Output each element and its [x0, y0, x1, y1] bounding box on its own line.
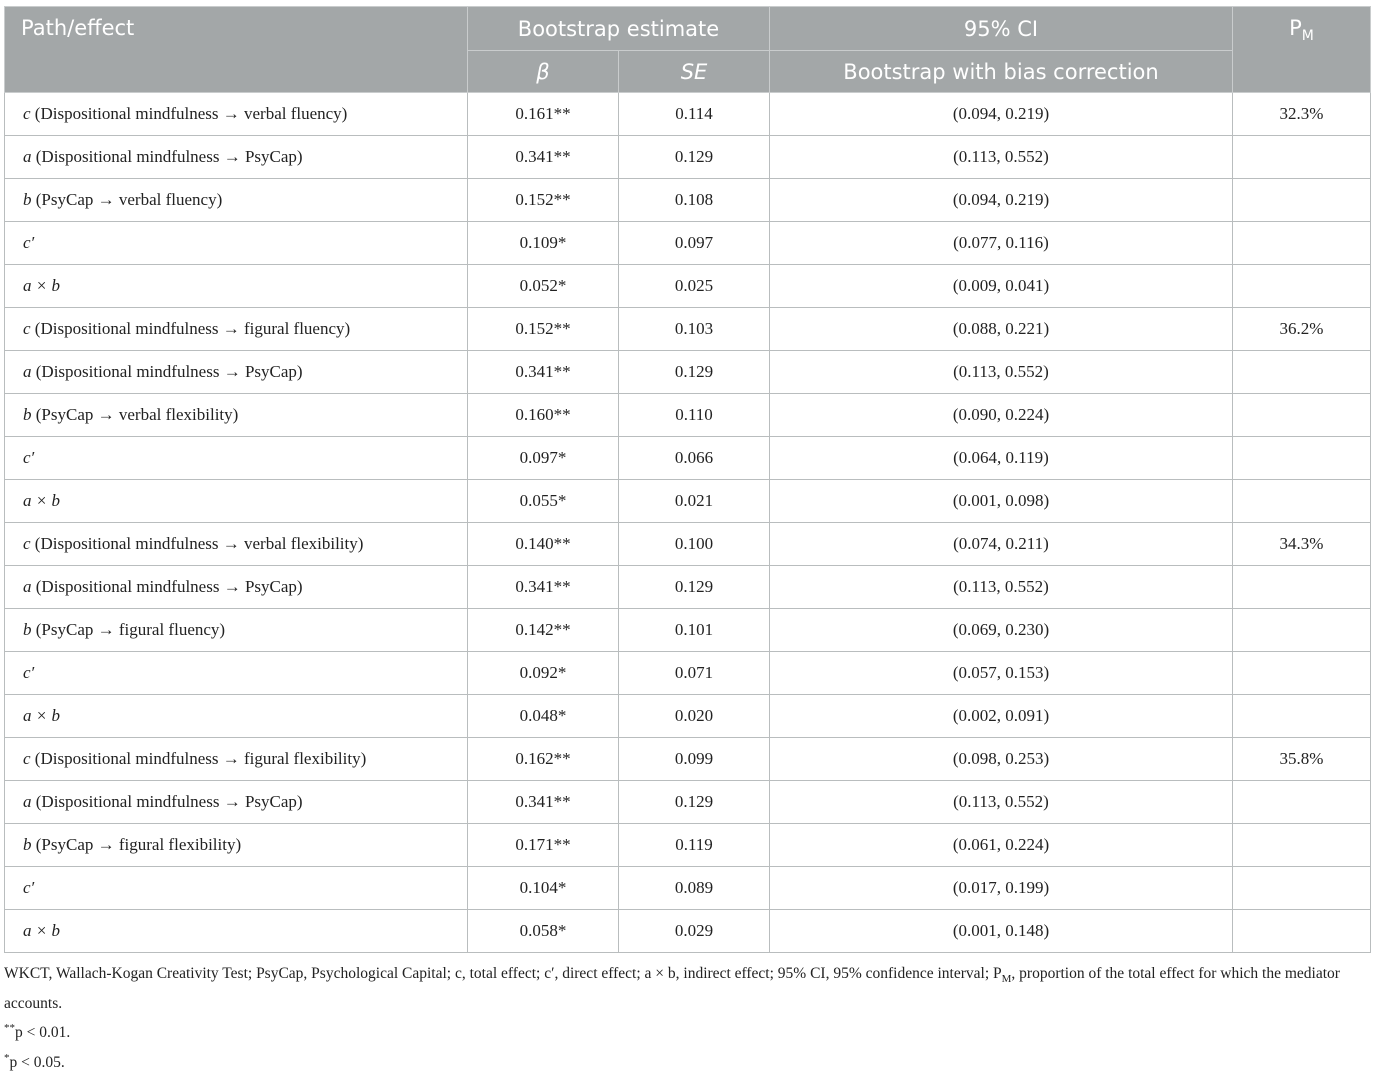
cell-se: 0.119: [619, 824, 770, 867]
cell-beta: 0.152**: [468, 179, 619, 222]
cell-ci: (0.001, 0.098): [770, 480, 1233, 523]
table-row: [5, 695, 1371, 738]
path-label: (PsyCap → verbal flexibility): [31, 405, 239, 424]
cell-pm: [1233, 867, 1371, 910]
cell-path-effect: [5, 265, 468, 308]
path-letter: c′: [23, 878, 35, 897]
path-letter: c: [23, 319, 31, 338]
table-row: [5, 136, 1371, 179]
cell-beta: 0.341**: [468, 351, 619, 394]
cell-ci: (0.098, 0.253): [770, 738, 1233, 781]
cell-se: 0.089: [619, 867, 770, 910]
cell-path-effect: [5, 394, 468, 437]
path-label: (Dispositional mindfulness → PsyCap): [31, 577, 303, 596]
cell-ci: (0.069, 0.230): [770, 609, 1233, 652]
cell-pm: [1233, 394, 1371, 437]
cell-pm: 34.3%: [1233, 523, 1371, 566]
cell-pm: [1233, 824, 1371, 867]
table-row: [5, 609, 1371, 652]
footnote-legend-part2: , proportion of the total effect for which the mediator accounts.: [4, 965, 1340, 1012]
cell-beta: 0.058*: [468, 910, 619, 953]
cell-se: 0.066: [619, 437, 770, 480]
cell-ci: (0.077, 0.116): [770, 222, 1233, 265]
table-row: [5, 308, 1371, 351]
header-bootstrap-estimate: Bootstrap estimate: [468, 7, 770, 51]
path-letter: b: [23, 405, 32, 424]
path-label: (Dispositional mindfulness → PsyCap): [31, 362, 303, 381]
cell-path-effect: [5, 93, 468, 136]
cell-beta: 0.097*: [468, 437, 619, 480]
cell-ci: (0.064, 0.119): [770, 437, 1233, 480]
path-label: (PsyCap → figural fluency): [31, 620, 226, 639]
cell-pm: [1233, 609, 1371, 652]
cell-pm: [1233, 695, 1371, 738]
cell-se: 0.097: [619, 222, 770, 265]
header-se-label: SE: [680, 59, 708, 84]
footnote-legend-sub: M: [1001, 973, 1012, 986]
footnote-p05: [4, 1046, 1370, 1075]
cell-se: 0.129: [619, 566, 770, 609]
footnote-p01-mark: **: [4, 1022, 15, 1035]
cell-pm: [1233, 222, 1371, 265]
cell-path-effect: [5, 523, 468, 566]
cell-beta: 0.142**: [468, 609, 619, 652]
table-row: [5, 394, 1371, 437]
footnote-p01-text: p < 0.01.: [15, 1024, 71, 1042]
path-label: (Dispositional mindfulness → figural fluency): [30, 319, 351, 338]
path-letter: c′: [23, 233, 35, 252]
cell-path-effect: [5, 910, 468, 953]
cell-ci: (0.090, 0.224): [770, 394, 1233, 437]
cell-se: 0.021: [619, 480, 770, 523]
table-row: [5, 781, 1371, 824]
path-letter: a: [23, 577, 32, 596]
cell-se: 0.103: [619, 308, 770, 351]
path-letter: c: [23, 104, 31, 123]
path-label: (Dispositional mindfulness → PsyCap): [31, 147, 303, 166]
path-letter: a × b: [23, 276, 60, 295]
footnote-p05-mark: *: [4, 1051, 10, 1064]
table-row: [5, 566, 1371, 609]
table-row: [5, 179, 1371, 222]
cell-se: 0.129: [619, 351, 770, 394]
cell-path-effect: [5, 222, 468, 265]
cell-path-effect: [5, 308, 468, 351]
path-label: (Dispositional mindfulness → PsyCap): [31, 792, 303, 811]
table-row: [5, 867, 1371, 910]
cell-beta: 0.092*: [468, 652, 619, 695]
cell-pm: 36.2%: [1233, 308, 1371, 351]
cell-pm: [1233, 781, 1371, 824]
cell-beta: 0.341**: [468, 136, 619, 179]
path-label: (PsyCap → figural flexibility): [31, 835, 242, 854]
cell-pm: 32.3%: [1233, 93, 1371, 136]
cell-ci: (0.094, 0.219): [770, 93, 1233, 136]
path-label: (Dispositional mindfulness → verbal fluency): [30, 104, 348, 123]
cell-ci: (0.001, 0.148): [770, 910, 1233, 953]
path-letter: a: [23, 792, 32, 811]
table-row: [5, 523, 1371, 566]
cell-beta: 0.055*: [468, 480, 619, 523]
path-letter: c: [23, 749, 31, 768]
cell-path-effect: [5, 136, 468, 179]
cell-pm: [1233, 910, 1371, 953]
path-letter: c′: [23, 663, 35, 682]
cell-beta: 0.104*: [468, 867, 619, 910]
table-body: [5, 93, 1371, 953]
cell-beta: 0.152**: [468, 308, 619, 351]
cell-se: 0.108: [619, 179, 770, 222]
cell-path-effect: [5, 824, 468, 867]
cell-beta: 0.048*: [468, 695, 619, 738]
cell-pm: [1233, 351, 1371, 394]
path-letter: a: [23, 147, 32, 166]
cell-path-effect: [5, 179, 468, 222]
cell-se: 0.100: [619, 523, 770, 566]
table-header: [5, 7, 1371, 93]
cell-se: 0.025: [619, 265, 770, 308]
table-row: [5, 480, 1371, 523]
cell-beta: 0.341**: [468, 566, 619, 609]
table-row: [5, 824, 1371, 867]
path-letter: a × b: [23, 706, 60, 725]
cell-beta: 0.171**: [468, 824, 619, 867]
table-footnotes: [4, 962, 1370, 1075]
header-beta: [468, 51, 619, 93]
cell-pm: [1233, 480, 1371, 523]
cell-beta: 0.052*: [468, 265, 619, 308]
footnote-p05-text: p < 0.05.: [9, 1053, 65, 1071]
path-letter: b: [23, 835, 32, 854]
table-row: [5, 222, 1371, 265]
cell-ci: (0.113, 0.552): [770, 781, 1233, 824]
path-letter: c′: [23, 448, 35, 467]
header-pm: [1233, 7, 1371, 93]
table-row: [5, 652, 1371, 695]
header-path-effect: Path/effect: [5, 7, 468, 93]
cell-pm: [1233, 136, 1371, 179]
path-letter: a × b: [23, 491, 60, 510]
cell-path-effect: [5, 351, 468, 394]
cell-ci: (0.061, 0.224): [770, 824, 1233, 867]
cell-pm: [1233, 566, 1371, 609]
cell-se: 0.129: [619, 781, 770, 824]
header-pm-main: P: [1289, 16, 1302, 40]
header-beta-label: β: [536, 59, 550, 84]
cell-ci: (0.113, 0.552): [770, 566, 1233, 609]
footnote-p01: [4, 1016, 1370, 1046]
cell-se: 0.129: [619, 136, 770, 179]
cell-ci: (0.057, 0.153): [770, 652, 1233, 695]
cell-se: 0.099: [619, 738, 770, 781]
path-letter: a: [23, 362, 32, 381]
cell-path-effect: [5, 437, 468, 480]
table-row: [5, 738, 1371, 781]
table-row: [5, 910, 1371, 953]
cell-ci: (0.074, 0.211): [770, 523, 1233, 566]
cell-path-effect: [5, 652, 468, 695]
header-se: [619, 51, 770, 93]
cell-ci: (0.113, 0.552): [770, 136, 1233, 179]
cell-se: 0.020: [619, 695, 770, 738]
footnote-legend: [4, 962, 1370, 1016]
path-letter: b: [23, 190, 32, 209]
cell-beta: 0.160**: [468, 394, 619, 437]
cell-path-effect: [5, 609, 468, 652]
cell-path-effect: [5, 695, 468, 738]
cell-ci: (0.088, 0.221): [770, 308, 1233, 351]
cell-pm: [1233, 179, 1371, 222]
cell-ci: (0.017, 0.199): [770, 867, 1233, 910]
cell-se: 0.110: [619, 394, 770, 437]
cell-path-effect: [5, 781, 468, 824]
path-letter: c: [23, 534, 31, 553]
header-pm-sub: M: [1301, 28, 1314, 45]
path-label: (Dispositional mindfulness → verbal flexibility): [30, 534, 364, 553]
path-letter: b: [23, 620, 32, 639]
table-row: [5, 93, 1371, 136]
cell-beta: 0.341**: [468, 781, 619, 824]
path-label: (Dispositional mindfulness → figural flexibility): [30, 749, 367, 768]
header-bias-correction: Bootstrap with bias correction: [770, 51, 1233, 93]
cell-pm: 35.8%: [1233, 738, 1371, 781]
footnote-legend-part1: WKCT, Wallach-Kogan Creativity Test; PsyCap, Psychological Capital; c, total effect; c′, direct effect; a × b, indirect effect; 95% CI, 95% confidence interval; P: [4, 965, 1002, 982]
cell-se: 0.101: [619, 609, 770, 652]
cell-beta: 0.162**: [468, 738, 619, 781]
path-letter: a × b: [23, 921, 60, 940]
table-row: [5, 351, 1371, 394]
cell-ci: (0.002, 0.091): [770, 695, 1233, 738]
cell-beta: 0.109*: [468, 222, 619, 265]
cell-path-effect: [5, 566, 468, 609]
cell-beta: 0.140**: [468, 523, 619, 566]
cell-path-effect: [5, 480, 468, 523]
cell-pm: [1233, 437, 1371, 480]
cell-path-effect: [5, 867, 468, 910]
cell-beta: 0.161**: [468, 93, 619, 136]
cell-path-effect: [5, 738, 468, 781]
table-row: [5, 437, 1371, 480]
mediation-results-table: [4, 6, 1371, 953]
cell-pm: [1233, 652, 1371, 695]
cell-se: 0.071: [619, 652, 770, 695]
cell-se: 0.029: [619, 910, 770, 953]
cell-se: 0.114: [619, 93, 770, 136]
cell-ci: (0.009, 0.041): [770, 265, 1233, 308]
cell-ci: (0.094, 0.219): [770, 179, 1233, 222]
table-row: [5, 265, 1371, 308]
cell-pm: [1233, 265, 1371, 308]
header-ci: 95% CI: [770, 7, 1233, 51]
cell-ci: (0.113, 0.552): [770, 351, 1233, 394]
path-label: (PsyCap → verbal fluency): [31, 190, 223, 209]
